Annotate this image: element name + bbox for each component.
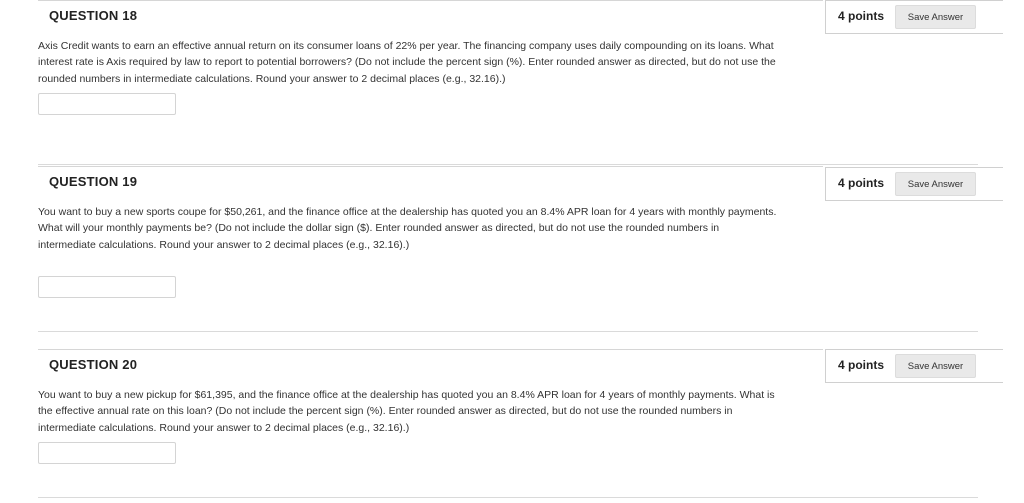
question-18 (0, 0, 1024, 165)
question-separator (38, 497, 978, 498)
question-text: Axis Credit wants to earn an effective annual return on its consumer loans of 22% per year. The financing company uses daily compounding on its loans. What interest rate is Axis required by law to report to potential borrowers? (Do not include the percent sign (%). Enter rounded answer as directed, but do not use the rounded numbers in intermediate calculations. Round your answer to 2 decimal places (e.g., 32.16).) (38, 40, 776, 85)
question-separator (38, 164, 978, 165)
answer-input[interactable] (38, 93, 176, 115)
question-header-divider (38, 166, 823, 167)
question-separator (38, 331, 978, 332)
answer-input[interactable] (38, 442, 176, 464)
save-answer-button[interactable]: Save Answer (895, 5, 976, 29)
points-label: 4 points (838, 9, 885, 23)
points-panel (825, 167, 1003, 201)
answer-input[interactable] (38, 276, 176, 298)
save-answer-button[interactable]: Save Answer (895, 354, 976, 378)
save-answer-button[interactable]: Save Answer (895, 172, 976, 196)
points-panel (825, 349, 1003, 383)
question-19 (0, 166, 1024, 331)
points-label: 4 points (838, 358, 885, 372)
points-panel (825, 0, 1003, 34)
question-20 (0, 349, 1024, 503)
question-header-divider (38, 349, 823, 350)
question-title: QUESTION 20 (49, 357, 138, 372)
question-header-divider (38, 0, 823, 1)
question-title: QUESTION 19 (49, 174, 138, 189)
points-label: 4 points (838, 176, 885, 190)
question-text: You want to buy a new pickup for $61,395, and the finance office at the dealership has quoted you an 8.4% APR loan for 4 years of monthly payments. What is the effective annual rate on this loan? (Do not include the percent sign (%). Enter rounded answer as directed, but do not use the rounded numbers in intermediate calculations. Round your answer to 2 decimal places (e.g., 32.16).) (38, 389, 775, 434)
question-title: QUESTION 18 (49, 8, 138, 23)
question-text: You want to buy a new sports coupe for $50,261, and the finance office at the dealership has quoted you an 8.4% APR loan for 4 years with monthly payments. What will your monthly payments be? (Do not include the dollar sign ($). Enter rounded answer as directed, but do not use the rounded numbers in intermediate calculations. Round your answer to 2 decimal places (e.g., 32.16).) (38, 206, 777, 251)
